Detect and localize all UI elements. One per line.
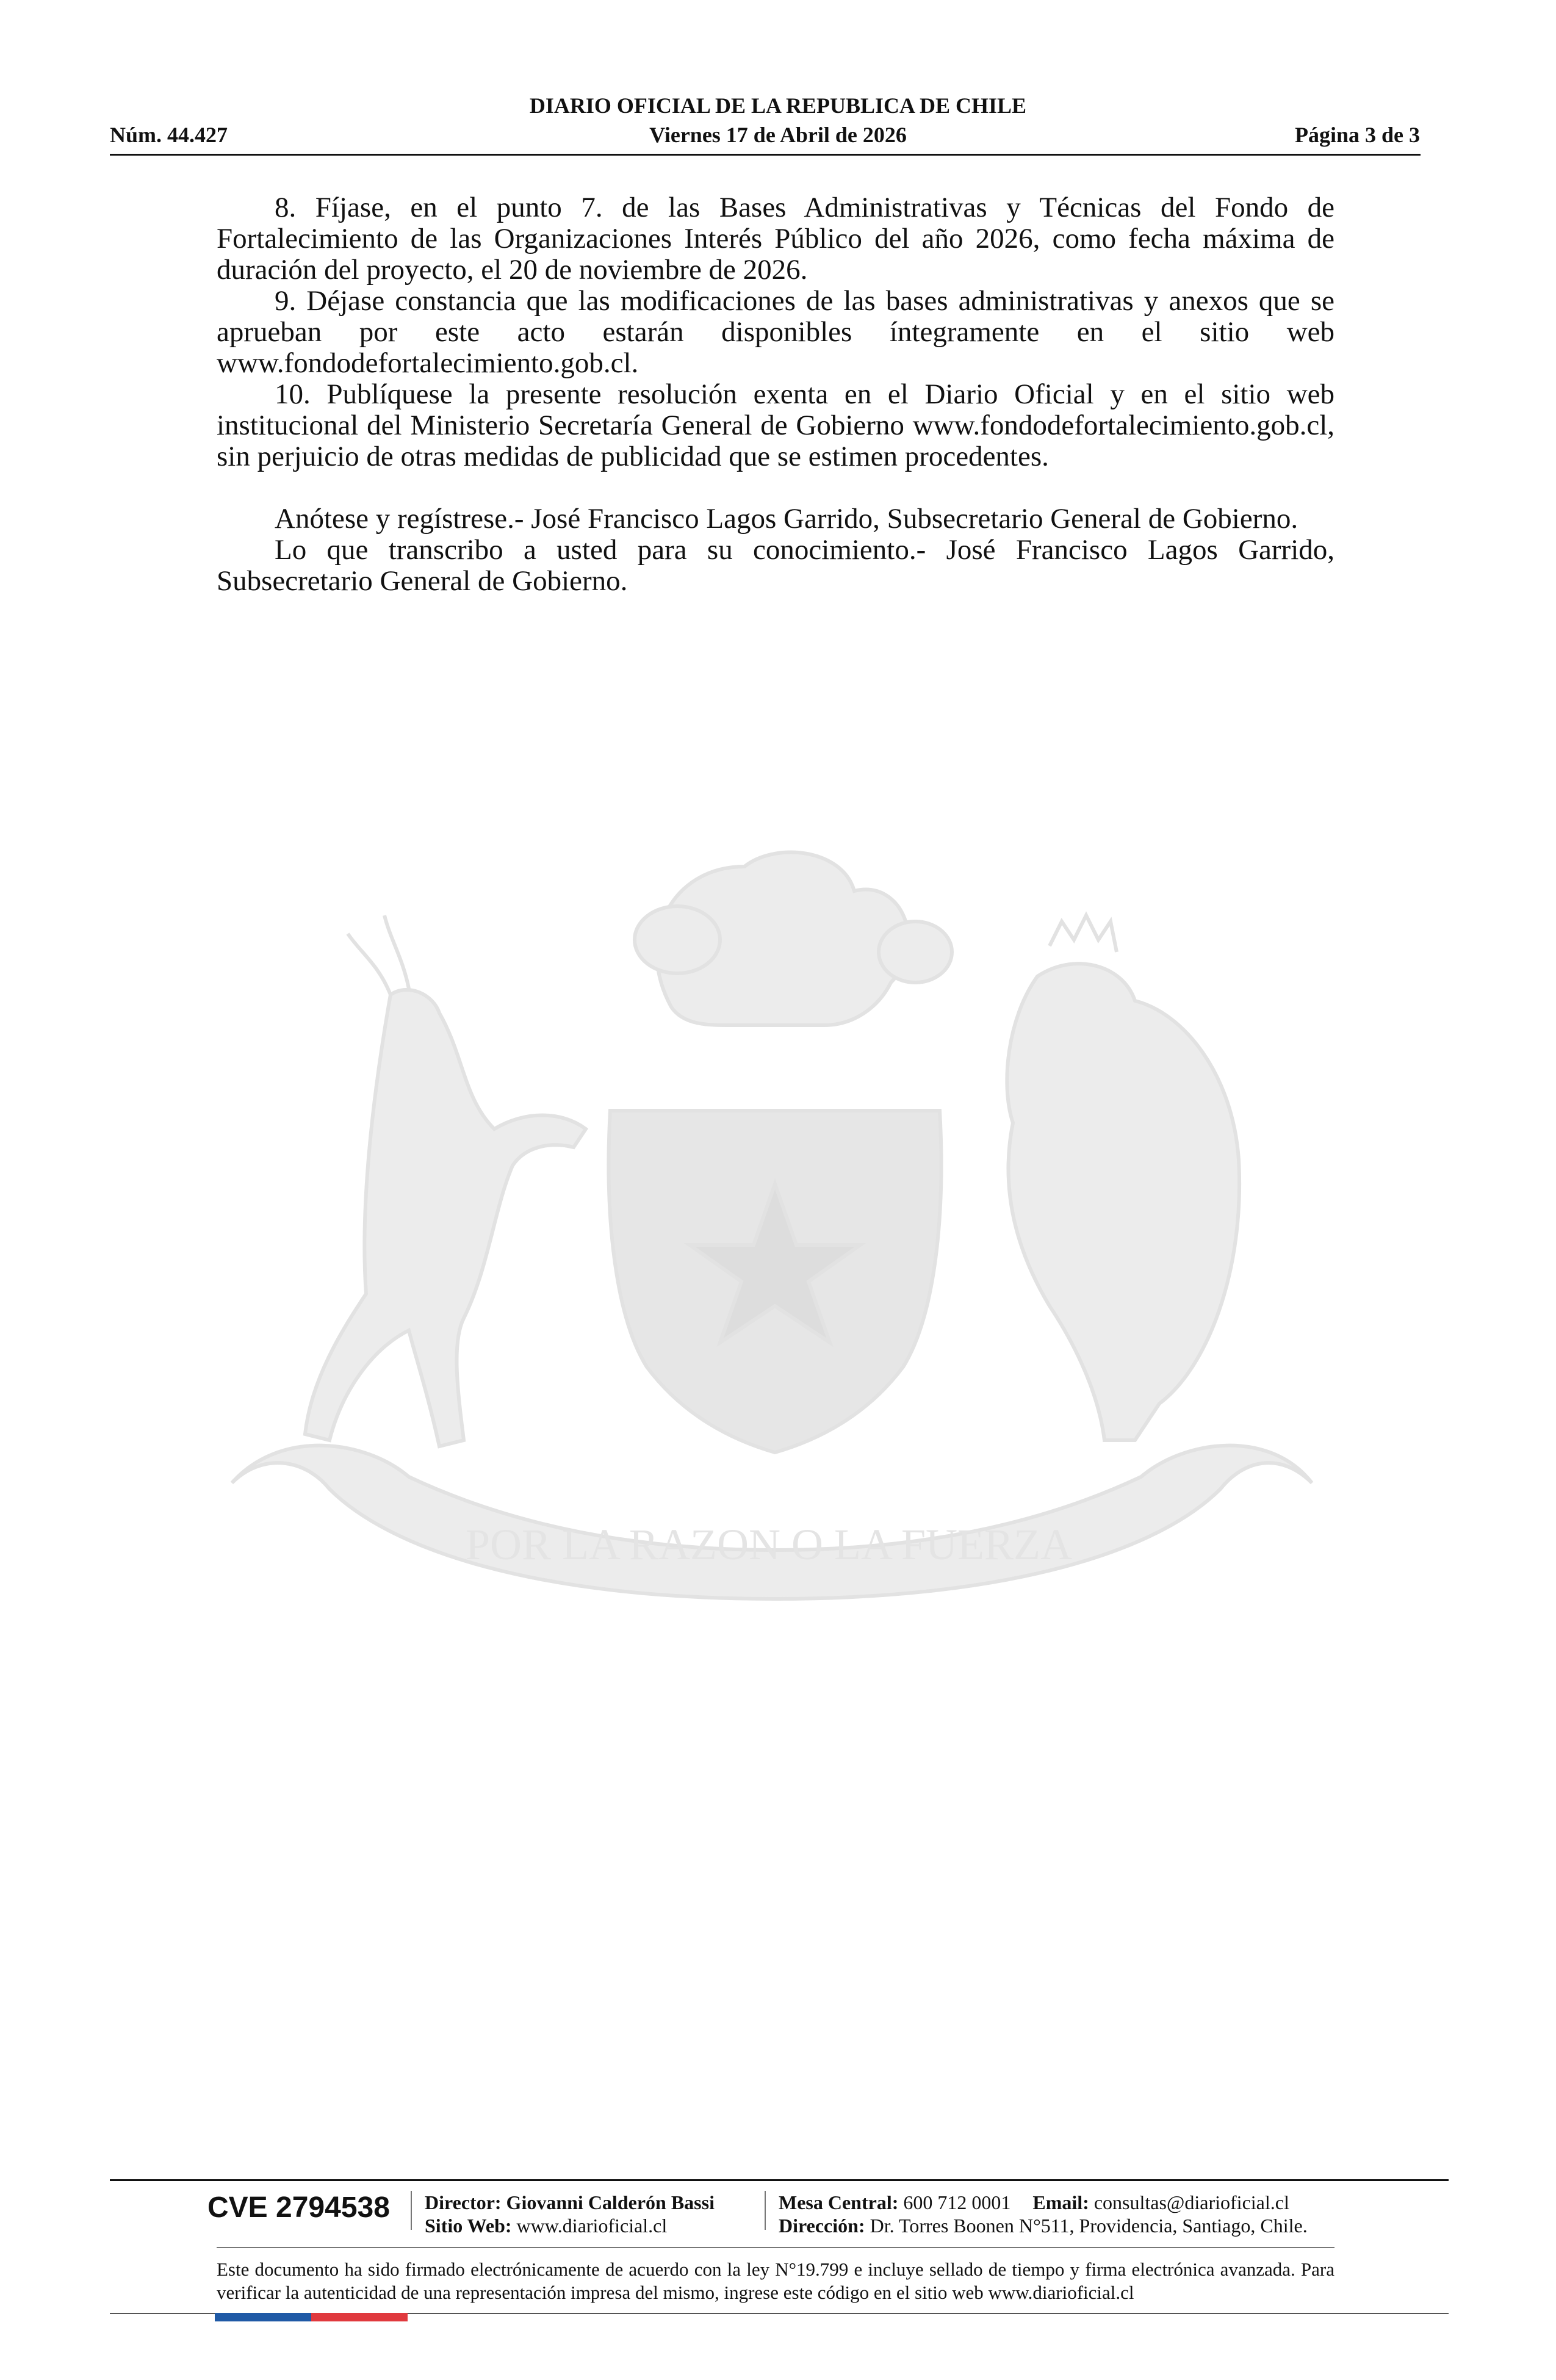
footer-separator bbox=[765, 2191, 766, 2230]
transcription-note: Lo que transcribo a usted para su conocimiento.- José Francisco Lagos Garrido, Subsecretario General de Gobierno. bbox=[217, 534, 1334, 597]
issue-date: Viernes 17 de Abril de 2026 bbox=[649, 123, 907, 147]
paragraph-10: 10. Publíquese la presente resolución exenta en el Diario Oficial y en el sitio web institucional del Ministerio Secretaría General de Gobierno www.fondodefortalecimiento.gob.cl, sin perjuicio de otras medidas de publicidad que se estimen procedentes. bbox=[217, 378, 1334, 472]
phone-email-line: Mesa Central: 600 712 0001 Email: consultas@diarioficial.cl bbox=[779, 2191, 1289, 2213]
footer-divider-mid bbox=[217, 2247, 1334, 2248]
flag-stripe-blue bbox=[215, 2313, 311, 2321]
paragraph-8: 8. Fíjase, en el punto 7. de las Bases Administrativas y Técnicas del Fondo de Fortalecimiento de las Organizaciones Interés Público del año 2026, como fecha máxima de duración del proyecto, el 20 de noviembre de 2026. bbox=[217, 192, 1334, 286]
gazette-title: DIARIO OFICIAL DE LA REPUBLICA DE CHILE bbox=[529, 93, 1027, 118]
director-name: Giovanni Calderón Bassi bbox=[506, 2191, 715, 2213]
email-address[interactable]: consultas@diarioficial.cl bbox=[1093, 2191, 1289, 2213]
header-divider bbox=[110, 154, 1421, 156]
coat-of-arms-watermark bbox=[207, 842, 1330, 1672]
page-indicator: Página 3 de 3 bbox=[1294, 123, 1420, 147]
flag-stripe-red bbox=[311, 2313, 408, 2321]
address-text: Dr. Torres Boonen N°511, Providencia, Santiago, Chile. bbox=[870, 2215, 1308, 2237]
issue-number: Núm. 44.427 bbox=[110, 123, 228, 147]
footer-director-block bbox=[425, 2191, 715, 2237]
paragraph-9: 9. Déjase constancia que las modificaciones de las bases administrativas y anexos que se aprueban por este acto estarán disponibles íntegramente en el sitio web www.fondodefortalecimiento.gob.cl. bbox=[217, 285, 1334, 379]
cve-code: CVE 2794538 bbox=[207, 2191, 390, 2224]
footer-contact-block bbox=[779, 2191, 1308, 2237]
signature-notice: Este documento ha sido firmado electrónicamente de acuerdo con la ley N°19.799 e incluye sellado de tiempo y firma electrónica avanzada. Para verificar la autenticidad de una representación impresa del mismo, ingrese este código en el sitio web www.diarioficial.cl bbox=[217, 2259, 1334, 2303]
footer-divider-top bbox=[110, 2179, 1449, 2181]
address-line: Dirección: Dr. Torres Boonen N°511, Providencia, Santiago, Chile. bbox=[779, 2215, 1308, 2237]
closing-signature: Anótese y regístrese.- José Francisco Lagos Garrido, Subsecretario General de Gobierno. bbox=[275, 503, 1298, 535]
document-body bbox=[217, 192, 1334, 597]
website-line: Sitio Web: www.diarioficial.cl bbox=[425, 2215, 668, 2237]
phone-number: 600 712 0001 bbox=[903, 2191, 1011, 2213]
motto-text: POR LA RAZON O LA FUERZA bbox=[465, 1520, 1073, 1569]
website-link[interactable]: www.diarioficial.cl bbox=[516, 2215, 668, 2237]
director-line: Director: Giovanni Calderón Bassi bbox=[425, 2191, 715, 2213]
footer-separator bbox=[411, 2191, 412, 2230]
